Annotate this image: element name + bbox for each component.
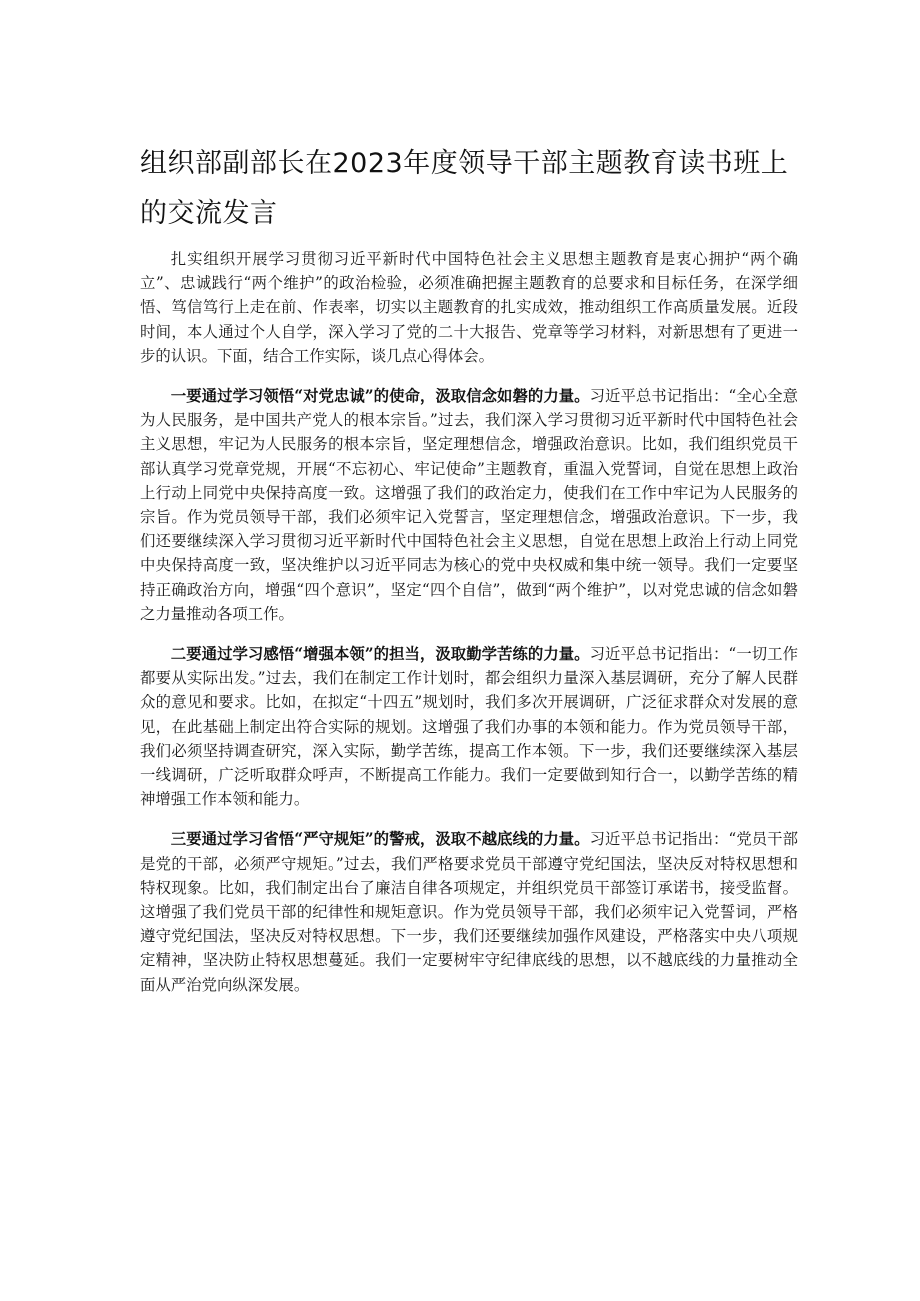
section-lead-2: 二要通过学习感悟“增强本领”的担当，汲取勤学苦练的力量。	[170, 645, 590, 664]
section-paragraph-3	[140, 827, 798, 996]
document-body	[140, 139, 798, 1013]
section-body-2: 习近平总书记指出：“一切工作都要从实际出发。”过去，我们在制定工作计划时，都会组织力量深入基层调研，充分了解人民群众的意见和要求。比如，在拟定“十四五”规划时，我们多次开展调研，广泛征求群众对发展的意见，在此基础上制定出符合实际的规划。这增强了我们办事的本领和能力。作为党员领导干部，我们必须坚持调查研究，深入实际，勤学苦练，提高工作本领。下一步，我们还要继续深入基层一线调研，广泛听取群众呼声，不断提高工作能力。我们一定要做到知行合一，以勤学苦练的精神增强工作本领和能力。	[140, 645, 798, 809]
section-lead-1: 一要通过学习领悟“对党忠诚”的使命，汲取信念如磐的力量。	[170, 387, 590, 406]
section-lead-3: 三要通过学习省悟“严守规矩”的警戒，汲取不越底线的力量。	[170, 830, 590, 849]
document-title: 组织部副部长在2023年度领导干部主题教育读书班上的交流发言	[140, 148, 789, 229]
section-paragraph-2	[140, 642, 798, 811]
intro-paragraph: 扎实组织开展学习贯彻习近平新时代中国特色社会主义思想主题教育是衷心拥护“两个确立”、忠诚践行“两个维护”的政治检验，必须准确把握主题教育的总要求和目标任务，在深学细悟、笃信笃行上走在前、作表率，切实以主题教育的扎实成效，推动组织工作高质量发展。近段时间，本人通过个人自学，深入学习了党的二十大报告、党章等学习材料，对新思想有了更进一步的认识。下面，结合工作实际，谈几点心得体会。	[140, 250, 798, 365]
section-body-1: 习近平总书记指出：“全心全意为人民服务，是中国共产党人的根本宗旨。”过去，我们深入学习贯彻习近平新时代中国特色社会主义思想，牢记为人民服务的根本宗旨，坚定理想信念，增强政治意识。比如，我们组织党员干部认真学习党章党规，开展“不忘初心、牢记使命”主题教育，重温入党誓词，自觉在思想上政治上行动上同党中央保持高度一致。这增强了我们的政治定力，使我们在工作中牢记为人民服务的宗旨。作为党员领导干部，我们必须牢记入党誓言，坚定理想信念，增强政治意识。下一步，我们还要继续深入学习贯彻习近平新时代中国特色社会主义思想，自觉在思想上政治上行动上同党中央保持高度一致，坚决维护以习近平同志为核心的党中央权威和集中统一领导。我们一定要坚持正确政治方向，增强“四个意识”，坚定“四个自信”，做到“两个维护”，以对党忠诚的信念如磐之力量推动各项工作。	[140, 387, 798, 623]
section-body-3: 习近平总书记指出：“党员干部是党的干部，必须严守规矩。”过去，我们严格要求党员干部遵守党纪国法，坚决反对特权思想和特权现象。比如，我们制定出台了廉洁自律各项规定，并组织党员干部签订承诺书，接受监督。这增强了我们党员干部的纪律性和规矩意识。作为党员领导干部，我们必须牢记入党誓词，严格遵守党纪国法，坚决反对特权思想。下一步，我们还要继续加强作风建设，严格落实中央八项规定精神，坚决防止特权思想蔓延。我们一定要树牢守纪律底线的思想，以不越底线的力量推动全面从严治党向纵深发展。	[140, 830, 798, 994]
section-paragraph-1	[140, 384, 798, 626]
